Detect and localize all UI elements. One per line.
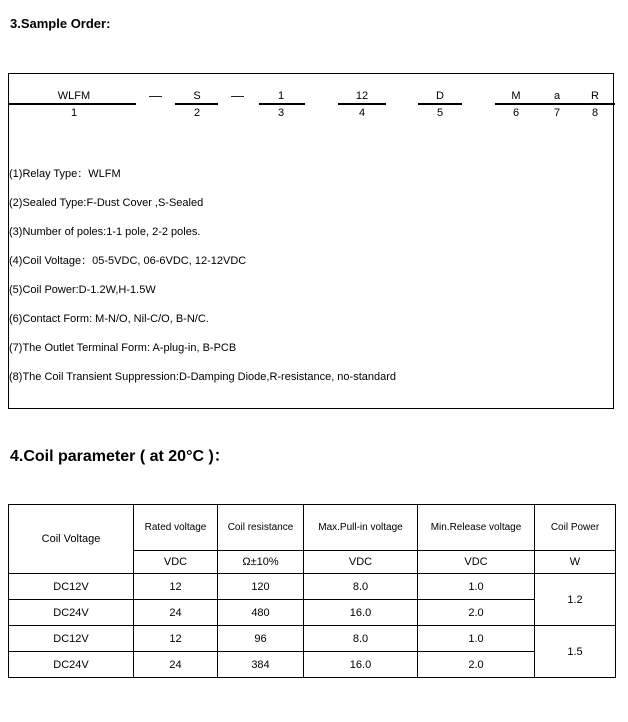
table-row bbox=[9, 652, 616, 678]
code-underline bbox=[175, 103, 218, 105]
code-2: S bbox=[193, 90, 201, 102]
note-relay-type: (1)Relay Type：WLFM bbox=[9, 168, 121, 180]
note-coil-voltage: (4)Coil Voltage：05-5VDC, 06-6VDC, 12-12VDC bbox=[9, 255, 247, 267]
note-number-of-poles: (3)Number of poles:1-1 pole, 2-2 poles. bbox=[9, 226, 201, 238]
note-outlet-terminal: (7)The Outlet Terminal Form: A-plug-in, B-PCB bbox=[9, 342, 237, 354]
code-7: a bbox=[553, 90, 561, 102]
header-max-pull-in: Max.Pull-in voltage bbox=[304, 505, 418, 551]
code-4: 12 bbox=[355, 90, 369, 102]
code-underline bbox=[338, 103, 386, 105]
index-5: 5 bbox=[436, 107, 444, 119]
cell-coil-resistance: 384 bbox=[218, 652, 304, 678]
table-row bbox=[9, 600, 616, 626]
table-row bbox=[9, 626, 616, 652]
note-sealed-type: (2)Sealed Type:F-Dust Cover ,S-Sealed bbox=[9, 197, 204, 209]
separator-dash: — bbox=[149, 88, 162, 103]
code-1: WLFM bbox=[57, 90, 91, 102]
coil-parameter-title: 4.Coil parameter ( at 20°C )： bbox=[10, 448, 230, 465]
cell-min-release: 1.0 bbox=[418, 626, 535, 652]
cell-rated-voltage: 12 bbox=[134, 574, 218, 600]
note-transient-suppression: (8)The Coil Transient Suppression:D-Damping Diode,R-resistance, no-standard bbox=[9, 371, 397, 383]
cell-coil-resistance: 96 bbox=[218, 626, 304, 652]
code-underline bbox=[495, 103, 615, 105]
index-7: 7 bbox=[553, 107, 561, 119]
separator-dash: — bbox=[231, 88, 244, 103]
cell-coil-power: 1.2 bbox=[535, 574, 616, 626]
cell-coil-voltage: DC24V bbox=[9, 600, 134, 626]
index-6: 6 bbox=[512, 107, 520, 119]
table-row bbox=[9, 574, 616, 600]
code-5: D bbox=[436, 90, 444, 102]
cell-min-release: 2.0 bbox=[418, 652, 535, 678]
sample-order-title: 3.Sample Order: bbox=[10, 16, 111, 31]
cell-max-pull-in: 8.0 bbox=[304, 574, 418, 600]
code-underline bbox=[418, 103, 462, 105]
cell-min-release: 2.0 bbox=[418, 600, 535, 626]
code-underline bbox=[9, 103, 136, 105]
cell-max-pull-in: 16.0 bbox=[304, 600, 418, 626]
unit-coil-resistance: Ω±10% bbox=[218, 551, 304, 574]
cell-coil-power: 1.5 bbox=[535, 626, 616, 678]
cell-min-release: 1.0 bbox=[418, 574, 535, 600]
index-1: 1 bbox=[70, 107, 78, 119]
cell-rated-voltage: 12 bbox=[134, 626, 218, 652]
unit-coil-power: W bbox=[535, 551, 616, 574]
cell-rated-voltage: 24 bbox=[134, 600, 218, 626]
header-min-release: Min.Release voltage bbox=[418, 505, 535, 551]
cell-rated-voltage: 24 bbox=[134, 652, 218, 678]
cell-coil-voltage: DC24V bbox=[9, 652, 134, 678]
unit-min-release: VDC bbox=[418, 551, 535, 574]
table-header-row bbox=[9, 505, 616, 551]
unit-max-pull-in: VDC bbox=[304, 551, 418, 574]
cell-coil-resistance: 480 bbox=[218, 600, 304, 626]
cell-max-pull-in: 8.0 bbox=[304, 626, 418, 652]
note-contact-form: (6)Contact Form: M-N/O, Nil-C/O, B-N/C. bbox=[9, 313, 209, 325]
unit-rated-voltage: VDC bbox=[134, 551, 218, 574]
index-2: 2 bbox=[193, 107, 201, 119]
header-coil-power: Coil Power bbox=[535, 505, 616, 551]
note-coil-power: (5)Coil Power:D-1.2W,H-1.5W bbox=[9, 284, 156, 296]
code-6: M bbox=[511, 90, 521, 102]
cell-coil-voltage: DC12V bbox=[9, 574, 134, 600]
index-8: 8 bbox=[591, 107, 599, 119]
index-4: 4 bbox=[358, 107, 366, 119]
cell-coil-resistance: 120 bbox=[218, 574, 304, 600]
cell-max-pull-in: 16.0 bbox=[304, 652, 418, 678]
header-rated-voltage: Rated voltage bbox=[134, 505, 218, 551]
header-coil-resistance: Coil resistance bbox=[218, 505, 304, 551]
coil-parameter-table bbox=[8, 504, 616, 678]
header-coil-voltage: Coil Voltage bbox=[9, 505, 134, 574]
code-underline bbox=[259, 103, 305, 105]
sample-order-box bbox=[8, 73, 614, 409]
index-3: 3 bbox=[277, 107, 285, 119]
code-3: 1 bbox=[277, 90, 285, 102]
cell-coil-voltage: DC12V bbox=[9, 626, 134, 652]
code-8: R bbox=[591, 90, 599, 102]
order-notes bbox=[9, 168, 396, 400]
